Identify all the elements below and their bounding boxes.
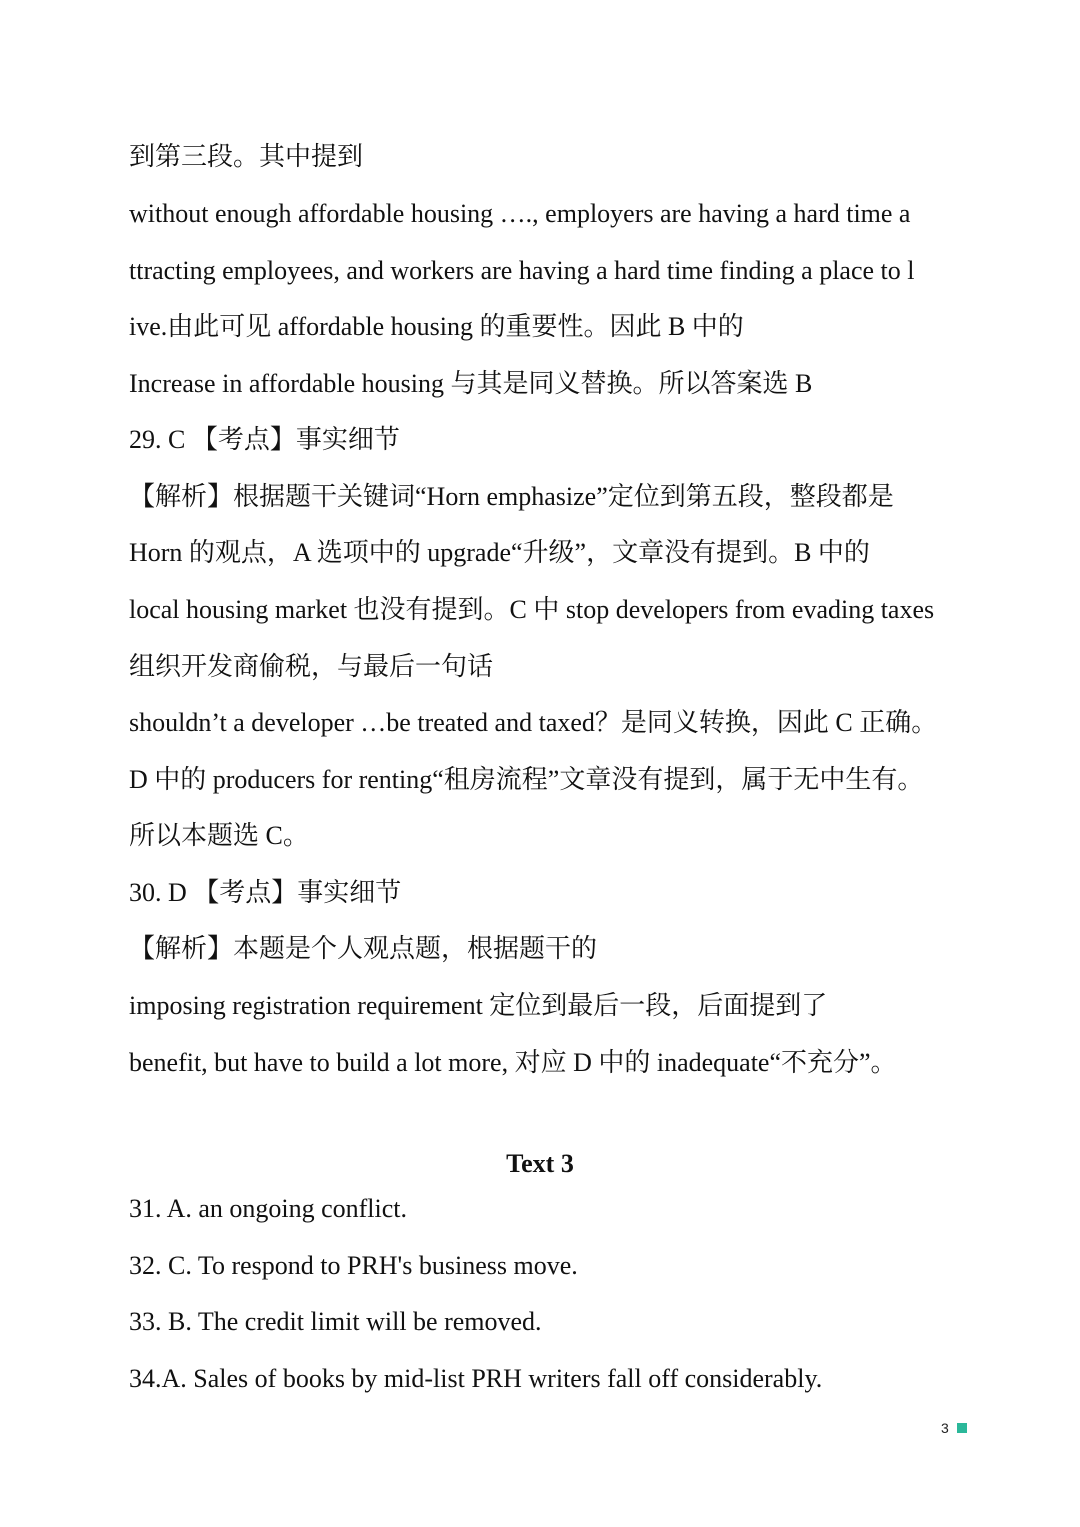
answer-line: 32. C. To respond to PRH's business move. [129,1251,578,1280]
page-marker-icon [957,1423,967,1433]
text-line: without enough affordable housing …., employers are having a hard time a [129,199,911,228]
text-line: 【解析】根据题干关键词“Horn emphasize”定位到第五段，整段都是 [129,482,894,511]
text-line: ttracting employees, and workers are having a hard time finding a place to l [129,256,915,285]
text-line: Increase in affordable housing 与其是同义替换。所以答案选 B [129,369,813,398]
text-line: Horn 的观点，A 选项中的 upgrade“升级”，文章没有提到。B 中的 [129,538,870,567]
text-line: 组织开发商偷税，与最后一句话 [129,652,494,681]
text-line: 【解析】本题是个人观点题，根据题干的 [129,934,598,963]
section-title: Text 3 [506,1149,574,1178]
text-line: imposing registration requirement 定位到最后一段，后面提到了 [129,991,828,1020]
text-line: benefit, but have to build a lot more, 对应 D 中的 inadequate“不充分”。 [129,1048,897,1077]
question-heading: 29. C 【考点】事实细节 [129,425,400,454]
page-number: 3 [941,1420,949,1436]
text-line: shouldn’t a developer …be treated and taxed？是同义转换，因此 C 正确。 [129,708,938,737]
text-line: 到第三段。其中提到 [129,142,364,171]
text-line: local housing market 也没有提到。C 中 stop developers from evading taxes [129,595,935,624]
answer-line: 31. A. an ongoing conflict. [129,1194,408,1223]
text-line: D 中的 producers for renting“租房流程”文章没有提到，属于无中生有。 [129,765,924,794]
question-heading: 30. D 【考点】事实细节 [129,878,402,907]
text-line: ive.由此可见 affordable housing 的重要性。因此 B 中的 [129,312,744,341]
text-line: 所以本题选 C。 [129,821,309,850]
answer-line: 34.A. Sales of books by mid-list PRH writers fall off considerably. [129,1364,823,1393]
answer-line: 33. B. The credit limit will be removed. [129,1307,542,1336]
